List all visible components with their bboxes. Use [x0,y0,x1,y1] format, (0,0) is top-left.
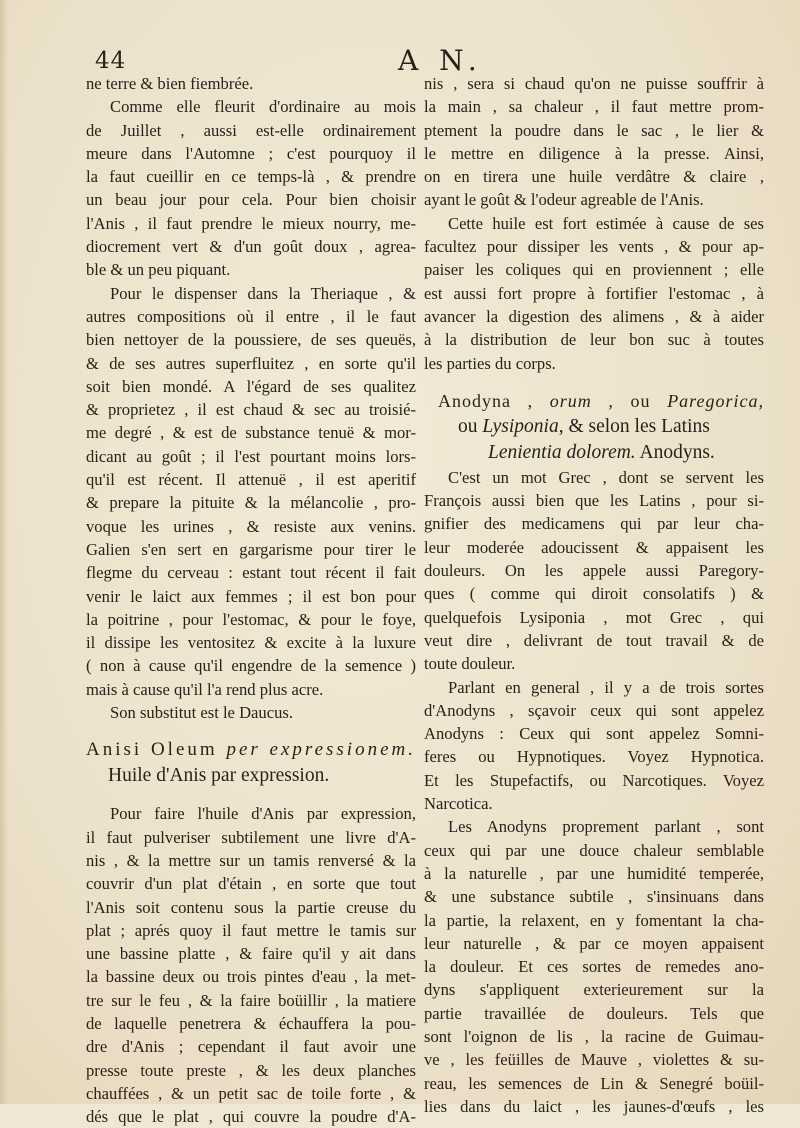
text-line: douleurs. On les appele aussi Paregory- [424,561,764,581]
text-line: ve , les feüilles de Mauve , violettes & su- [424,1050,764,1070]
text-line: Parlant en general , il y a de trois sortes [448,677,764,697]
section-subheading-huile-anis: Huile d'Anis par expression. [108,765,330,787]
text-line: lies dans du laict , les jaunes-d'œufs , les [424,1096,764,1116]
heading3-part-b: Anodyns. [639,441,715,463]
text-line: quelquefois Lysiponia , mot Grec , qui [424,607,764,627]
text-line: & une substance subtile , s'insinuans dans [424,887,764,907]
text-line: la douleur. Et ces sortes de remedes ano- [424,957,764,977]
text-line: Pour le dispenser dans la Theriaque , & [110,283,416,303]
text-line: Galien s'en sert en gargarisme pour tirer le [86,539,416,559]
text-line: à la distribution de leur bon suc à toutes [424,330,764,350]
text-line: facultez pour dissiper les vents , & pour ap- [424,237,764,257]
text-line: leur moderée adoucissent & appaisent les [424,537,764,557]
text-line: Et les Stupefactifs, ou Narcotiques. Voyez [424,770,764,790]
heading2-part-b: Lysiponia [482,415,559,437]
section-heading-line-3 [424,440,764,466]
text-line: la partie, la relaxent, en y fomentant la cha- [424,910,764,930]
heading-part-d: Paregorica, [667,390,765,411]
text-line: Son substitut est le Daucus. [110,703,293,723]
text-line: qu'il est récent. Il attenuë , il est aperitif [86,470,416,490]
text-line: Anodyns : Ceux qui sont appelez Somni- [424,724,764,744]
section-heading-anodyna [424,388,764,414]
text-line: d'Anodyns , sçavoir ceux qui sont appelez [424,700,764,720]
right-paragraph-5 [424,815,764,1118]
heading-italic: per expressionem. [226,739,416,761]
text-line: l'Anis , il faut prendre le mieux nourry, me- [86,213,416,233]
text-line: plat ; aprés quoy il faut mettre le tamis sur [86,920,416,940]
running-head: A N. [398,44,483,77]
text-line: Pour faire l'huile d'Anis par expression, [110,804,416,824]
page-edge-shadow [0,0,8,1104]
text-line: le mettre en diligence à la presse. Ainsi, [424,143,764,163]
text-line: dés que le plat , qui couvre la poudre d'A- [86,1107,416,1127]
text-line: mais à cause qu'il l'a rend plus acre. [86,679,324,699]
left-paragraph-2 [86,95,416,281]
text-line: il faut pulveriser subtilement une livre d'A- [86,827,416,847]
text-line: les parties du corps. [424,353,556,373]
text-line: sont l'oignon de lis , la racine de Guimau- [424,1026,764,1046]
right-paragraph-2 [424,212,764,375]
text-line: feres ou Hypnotiques. Voyez Hypnotica. [424,747,764,767]
text-line: autres compositions où il entre , il le faut [86,306,416,326]
text-line: la main , sa chaleur , il faut mettre prom- [424,97,764,117]
text-line: voque les urines , & resiste aux venins. [86,516,416,536]
heading2-part-c: , & selon les Latins [558,415,710,437]
text-line: reau, les semences de Lin & Senegré boüil- [424,1073,764,1093]
text-line: la poitrine , pour l'estomac, & pour le foye, [86,609,416,629]
text-line: & prepare la pituite & la mélancolie , pro- [86,493,416,513]
section-heading-line-2 [424,414,764,440]
text-line: Comme elle fleurit d'ordinaire au mois [110,97,416,117]
text-line: dicant au goût ; il l'est pourtant moins lors- [86,446,416,466]
left-paragraph-4 [86,701,416,724]
text-line: dyns s'appliquent exterieurement sur la [424,980,764,1000]
text-line: C'est un mot Grec , dont se servent les [448,467,764,487]
text-line: Narcotica. [424,794,493,814]
heading-main: Anisi Oleum [86,739,218,761]
text-line: l'Anis soit contenu sous la partie creuse du [86,897,416,917]
heading-part-b: orum , [549,390,614,411]
text-line: gnifier des medicamens qui par leur cha- [424,514,764,534]
text-line: ble & un peu piquant. [86,260,231,280]
text-line: avancer la digestion des alimens , & à aider [424,306,764,326]
text-line: me degré , & est de substance tenuë & mor- [86,423,416,443]
right-paragraph-1 [424,72,764,212]
spacer [86,724,416,737]
text-line: soit bien mondé. A l'égard de ses qualitez [86,376,416,396]
spacer [424,375,764,388]
heading2-part-a: ou [458,415,478,437]
text-line: venir le laict aux femmes ; il est bon pour [86,586,416,606]
right-paragraph-4 [424,676,764,816]
text-line: la bassine deux ou trois pintes d'eau , la met- [86,967,416,987]
page-number: 44 [95,48,127,74]
text-line: est aussi fort propre à fortifier l'estomac , à [424,283,764,303]
text-line: presse toute preste , & les deux planches [86,1060,416,1080]
text-line: flegme du cerveau : estant tout récent il fait [86,563,416,583]
text-line: nis , & la mettre sur un tamis renversé & la [86,850,416,870]
text-line: dre d'Anis ; cependant il faut avoir une [86,1037,416,1057]
left-paragraph-5 [86,802,416,1128]
left-column [86,72,416,1128]
text-line: chauffées , & un petit sac de toile forte , & [86,1083,416,1103]
text-line: paiser les coliques qui en proviennent ; elle [424,260,764,280]
text-line: ayant le goût & l'odeur agreable de l'Anis. [424,190,704,210]
text-line: la faut cueillir en ce temps-là , & prendre [86,167,416,187]
text-line: partie travaillée de douleurs. Tels que [424,1003,764,1023]
text-line: bien nettoyer de la poussiere, de ses queuës, [86,330,416,350]
section-heading-anisi-oleum [86,737,416,763]
text-line: il dissipe les ventositez & excite à la luxure [86,633,416,653]
text-line: une bassine platte , & faire qu'il y ait dans [86,944,416,964]
text-line: François aussi bien que les Latins , pour si- [424,491,764,511]
text-line: Cette huile est fort estimée à cause de ses [448,213,764,233]
text-line: couvrir d'un plat d'étain , en sorte que tout [86,874,416,894]
text-line: toute douleur. [424,654,516,674]
text-line: diocrement vert & d'un goût doux , agrea- [86,237,416,257]
right-paragraph-3 [424,466,764,676]
text-line: leur naturelle , & par ce moyen appaisent [424,933,764,953]
spacer [86,789,416,802]
right-column [424,72,764,1118]
text-line: de Juillet , aussi est-elle ordinairement [86,120,416,140]
text-line: un beau jour pour cela. Pour bien choisir [86,190,416,210]
text-line: de laquelle penetrera & échauffera la pou- [86,1013,416,1033]
text-line: ( non à cause qu'il engendre de la semence ) [86,656,416,676]
heading-part-a: Anodyna , [438,390,534,411]
left-paragraph-3 [86,282,416,701]
text-line: ptement la poudre dans le sac , le lier & [424,120,764,140]
text-line: ques ( comme qui diroit consolatifs ) & [424,584,764,604]
text-line: Les Anodyns proprement parlant , sont [448,817,764,837]
text-line: ceux qui par une douce chaleur semblable [424,840,764,860]
left-paragraph-1 [86,72,416,95]
text-line: & proprietez , il est chaud & sec au troisié- [86,400,416,420]
text-line: nis , sera si chaud qu'on ne puisse souffrir à [424,74,764,93]
text-line: meure dans l'Automne ; c'est pourquoy il [86,143,416,163]
text-line: & de ses autres superfluitez , en sorte qu'il [86,353,416,373]
text-line: on en tirera une huile verdâtre & claire , [424,167,764,187]
heading3-part-a: Lenientia dolorem. [488,441,636,463]
text-line: ne terre & bien fiembrée. [86,74,254,93]
text-line: tre sur le feu , & la faire boüillir , la matiere [86,990,416,1010]
text-line: veut dire , delivrant de tout travail & de [424,630,764,650]
text-line: à la naturelle , par une humidité temperée, [424,863,764,883]
heading-part-c: ou [630,390,651,411]
